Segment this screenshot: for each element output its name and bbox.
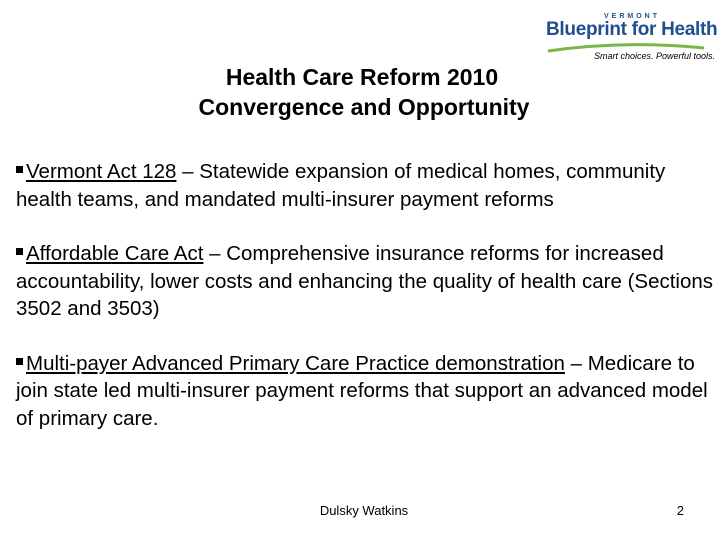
slide-title [0, 62, 728, 122]
affordable-care-act-link[interactable]: Affordable Care Act [26, 242, 204, 265]
title-line-1: Health Care Reform 2010 [225, 64, 499, 90]
blueprint-logo [546, 12, 718, 62]
page-number: 2 [676, 503, 684, 518]
footer-author: Dulsky Watkins [319, 503, 409, 518]
bullet-text: – Medicare to join state led multi-insurer payment reforms that support an advanced model of primary care. [16, 351, 708, 430]
apcp-demonstration-link[interactable]: Multi-payer Advanced Primary Care Practice demonstration [26, 351, 565, 375]
square-bullet-icon [16, 248, 23, 255]
square-bullet-icon [16, 166, 23, 173]
logo-vermont-text: VERMONT [604, 13, 660, 20]
bullet-item [16, 240, 716, 323]
bullet-text: – Comprehensive insurance reforms for increased accountability, lower costs and enhancing the quality of health care (Sections 3502 and 3503) [16, 242, 714, 320]
vermont-act-128-link[interactable]: Vermont Act 128 [26, 160, 177, 183]
bullet-text: – Statewide expansion of medical homes, community health teams, and mandated multi-insurer payment reforms [16, 160, 666, 211]
logo-tagline: Smart choices. Powerful tools. [594, 51, 716, 61]
bullet-item [16, 350, 716, 433]
square-bullet-icon [16, 358, 23, 365]
logo-brand-text: Blueprint for Health [546, 19, 718, 40]
title-line-2: Convergence and Opportunity [198, 94, 530, 120]
bullet-list [16, 158, 716, 459]
bullet-item [16, 158, 716, 213]
